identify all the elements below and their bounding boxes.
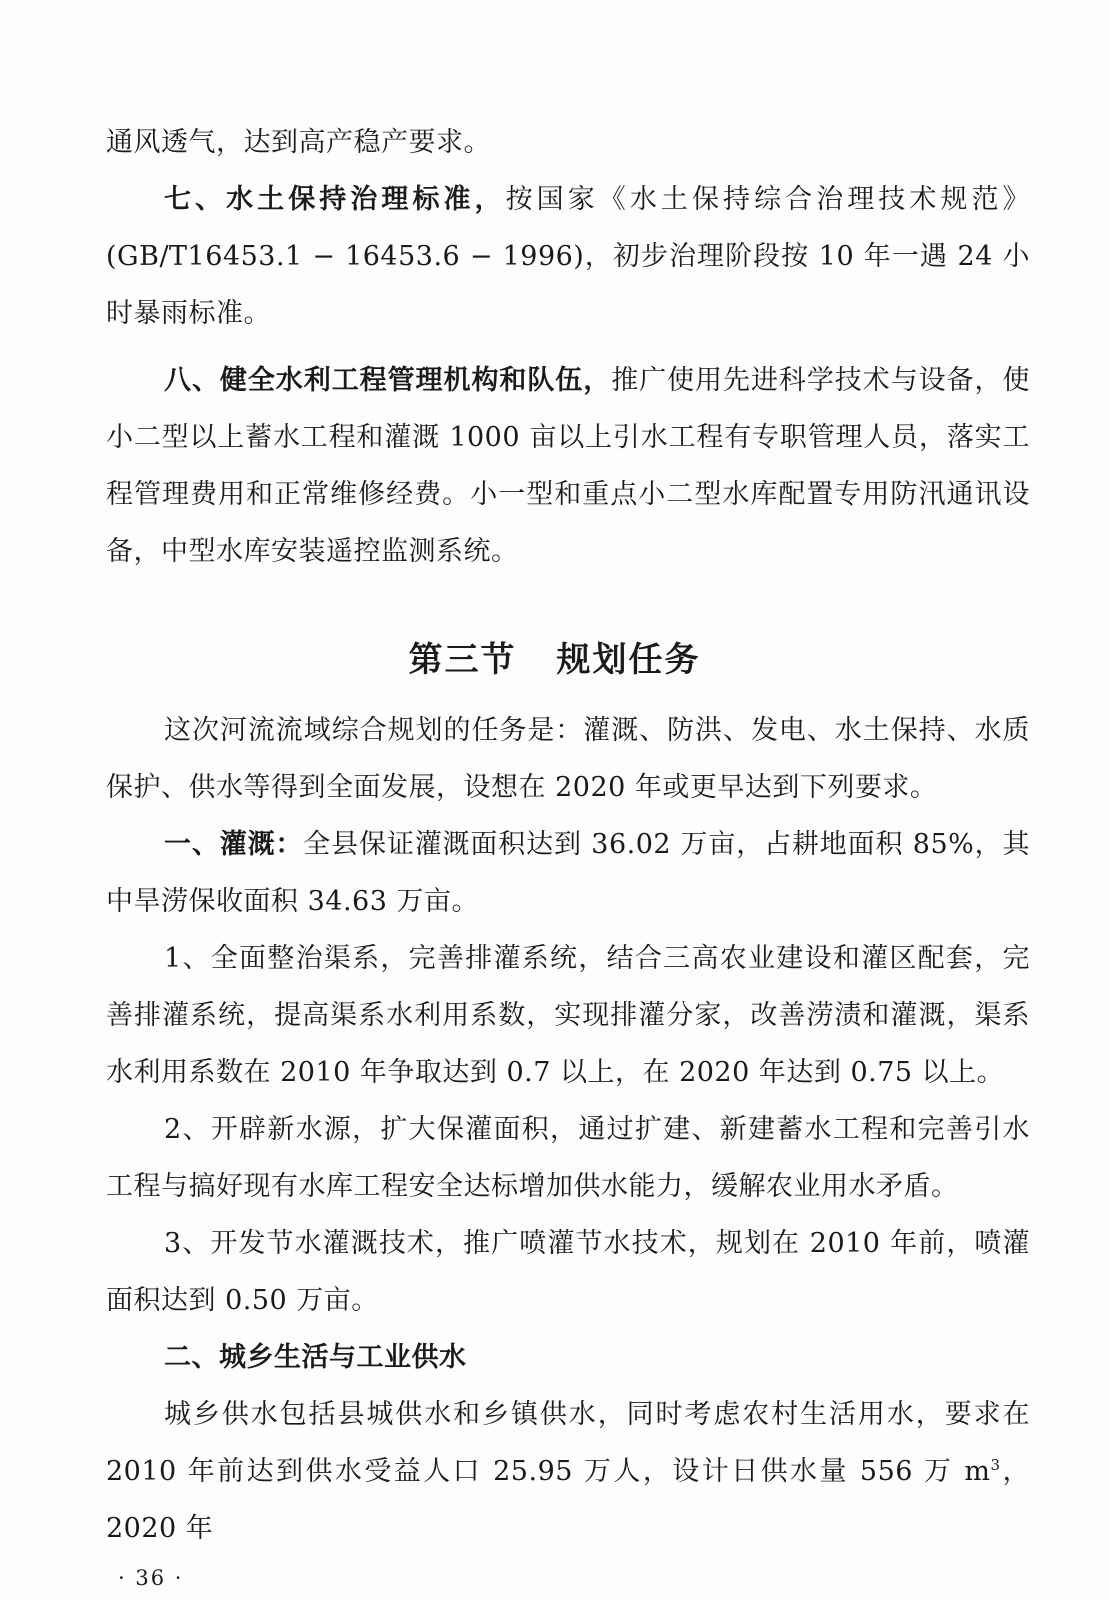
- irrigation-paragraph: [106, 816, 1030, 930]
- list-item-2: 2、开辟新水源，扩大保灌面积，通过扩建、新建蓄水工程和完善引水工程与搞好现有水库工程安全达标增加供水能力，缓解农业用水矛盾。: [106, 1114, 1030, 1202]
- list-item-1: 1、全面整治渠系，完善排灌系统，结合三高农业建设和灌区配套，完善排灌系统，提高渠系水利用系数，实现排灌分家，改善涝渍和灌溉，渠系水利用系数在 2010 年争取达到 0.7 以上，在 2020 年达到 0.75 以上。: [106, 943, 1030, 1088]
- irrigation-heading: 一、灌溉：: [164, 829, 304, 860]
- section-number: 第三节: [408, 640, 517, 680]
- irrigation-body: 全县保证灌溉面积达到 36.02 万亩，占耕地面积 85%，其中旱涝保收面积 34.63 万亩。: [106, 829, 1030, 917]
- paragraph-7: [106, 171, 1030, 342]
- water-supply-heading: 二、城乡生活与工业供水: [164, 1342, 467, 1373]
- paragraph-continuation: 通风透气，达到高产稳产要求。: [106, 127, 491, 158]
- top-text-block: [106, 114, 1030, 580]
- water-supply-body: 城乡供水包括县城供水和乡镇供水，同时考虑农村生活用水，要求在 2010 年前达到供水受益人口 25.95 万人，设计日供水量 556 万 m: [106, 1399, 1030, 1487]
- water-supply-paragraph: [106, 1386, 1030, 1557]
- paragraph-7-heading: 七、水土保持治理标准，: [164, 184, 506, 215]
- intro-paragraph: 这次河流流域综合规划的任务是：灌溉、防洪、发电、水土保持、水质保护、供水等得到全面发展，设想在 2020 年或更早达到下列要求。: [106, 715, 1030, 803]
- list-item-3: 3、开发节水灌溉技术，推广喷灌节水技术，规划在 2010 年前，喷灌面积达到 0.50 万亩。: [106, 1228, 1030, 1316]
- paragraph-8-body: 推广使用先进科学技术与设备，使小二型以上蓄水工程和灌溉 1000 亩以上引水工程有专职管理人员，落实工程管理费用和正常维修经费。小一型和重点小二型水库配置专用防汛通讯设备，中型水库安装遥控监测系统。: [106, 365, 1031, 567]
- paragraph-8: [106, 352, 1030, 580]
- bottom-text-block: [106, 702, 1030, 1557]
- section-title: 规划任务: [556, 640, 701, 680]
- paragraph-7-body: 按国家《水土保持综合治理技术规范》(GB/T16453.1 − 16453.6 − 1996)，初步治理阶段按 10 年一遇 24 小时暴雨标准。: [106, 184, 1031, 329]
- page-number: · 36 ·: [118, 1566, 184, 1590]
- section-heading: [0, 632, 1109, 681]
- cubic-superscript: 3: [990, 1456, 1001, 1474]
- paragraph-8-heading: 八、健全水利工程管理机构和队伍，: [164, 365, 612, 396]
- water-supply-body-end: ，2020 年: [106, 1456, 1030, 1544]
